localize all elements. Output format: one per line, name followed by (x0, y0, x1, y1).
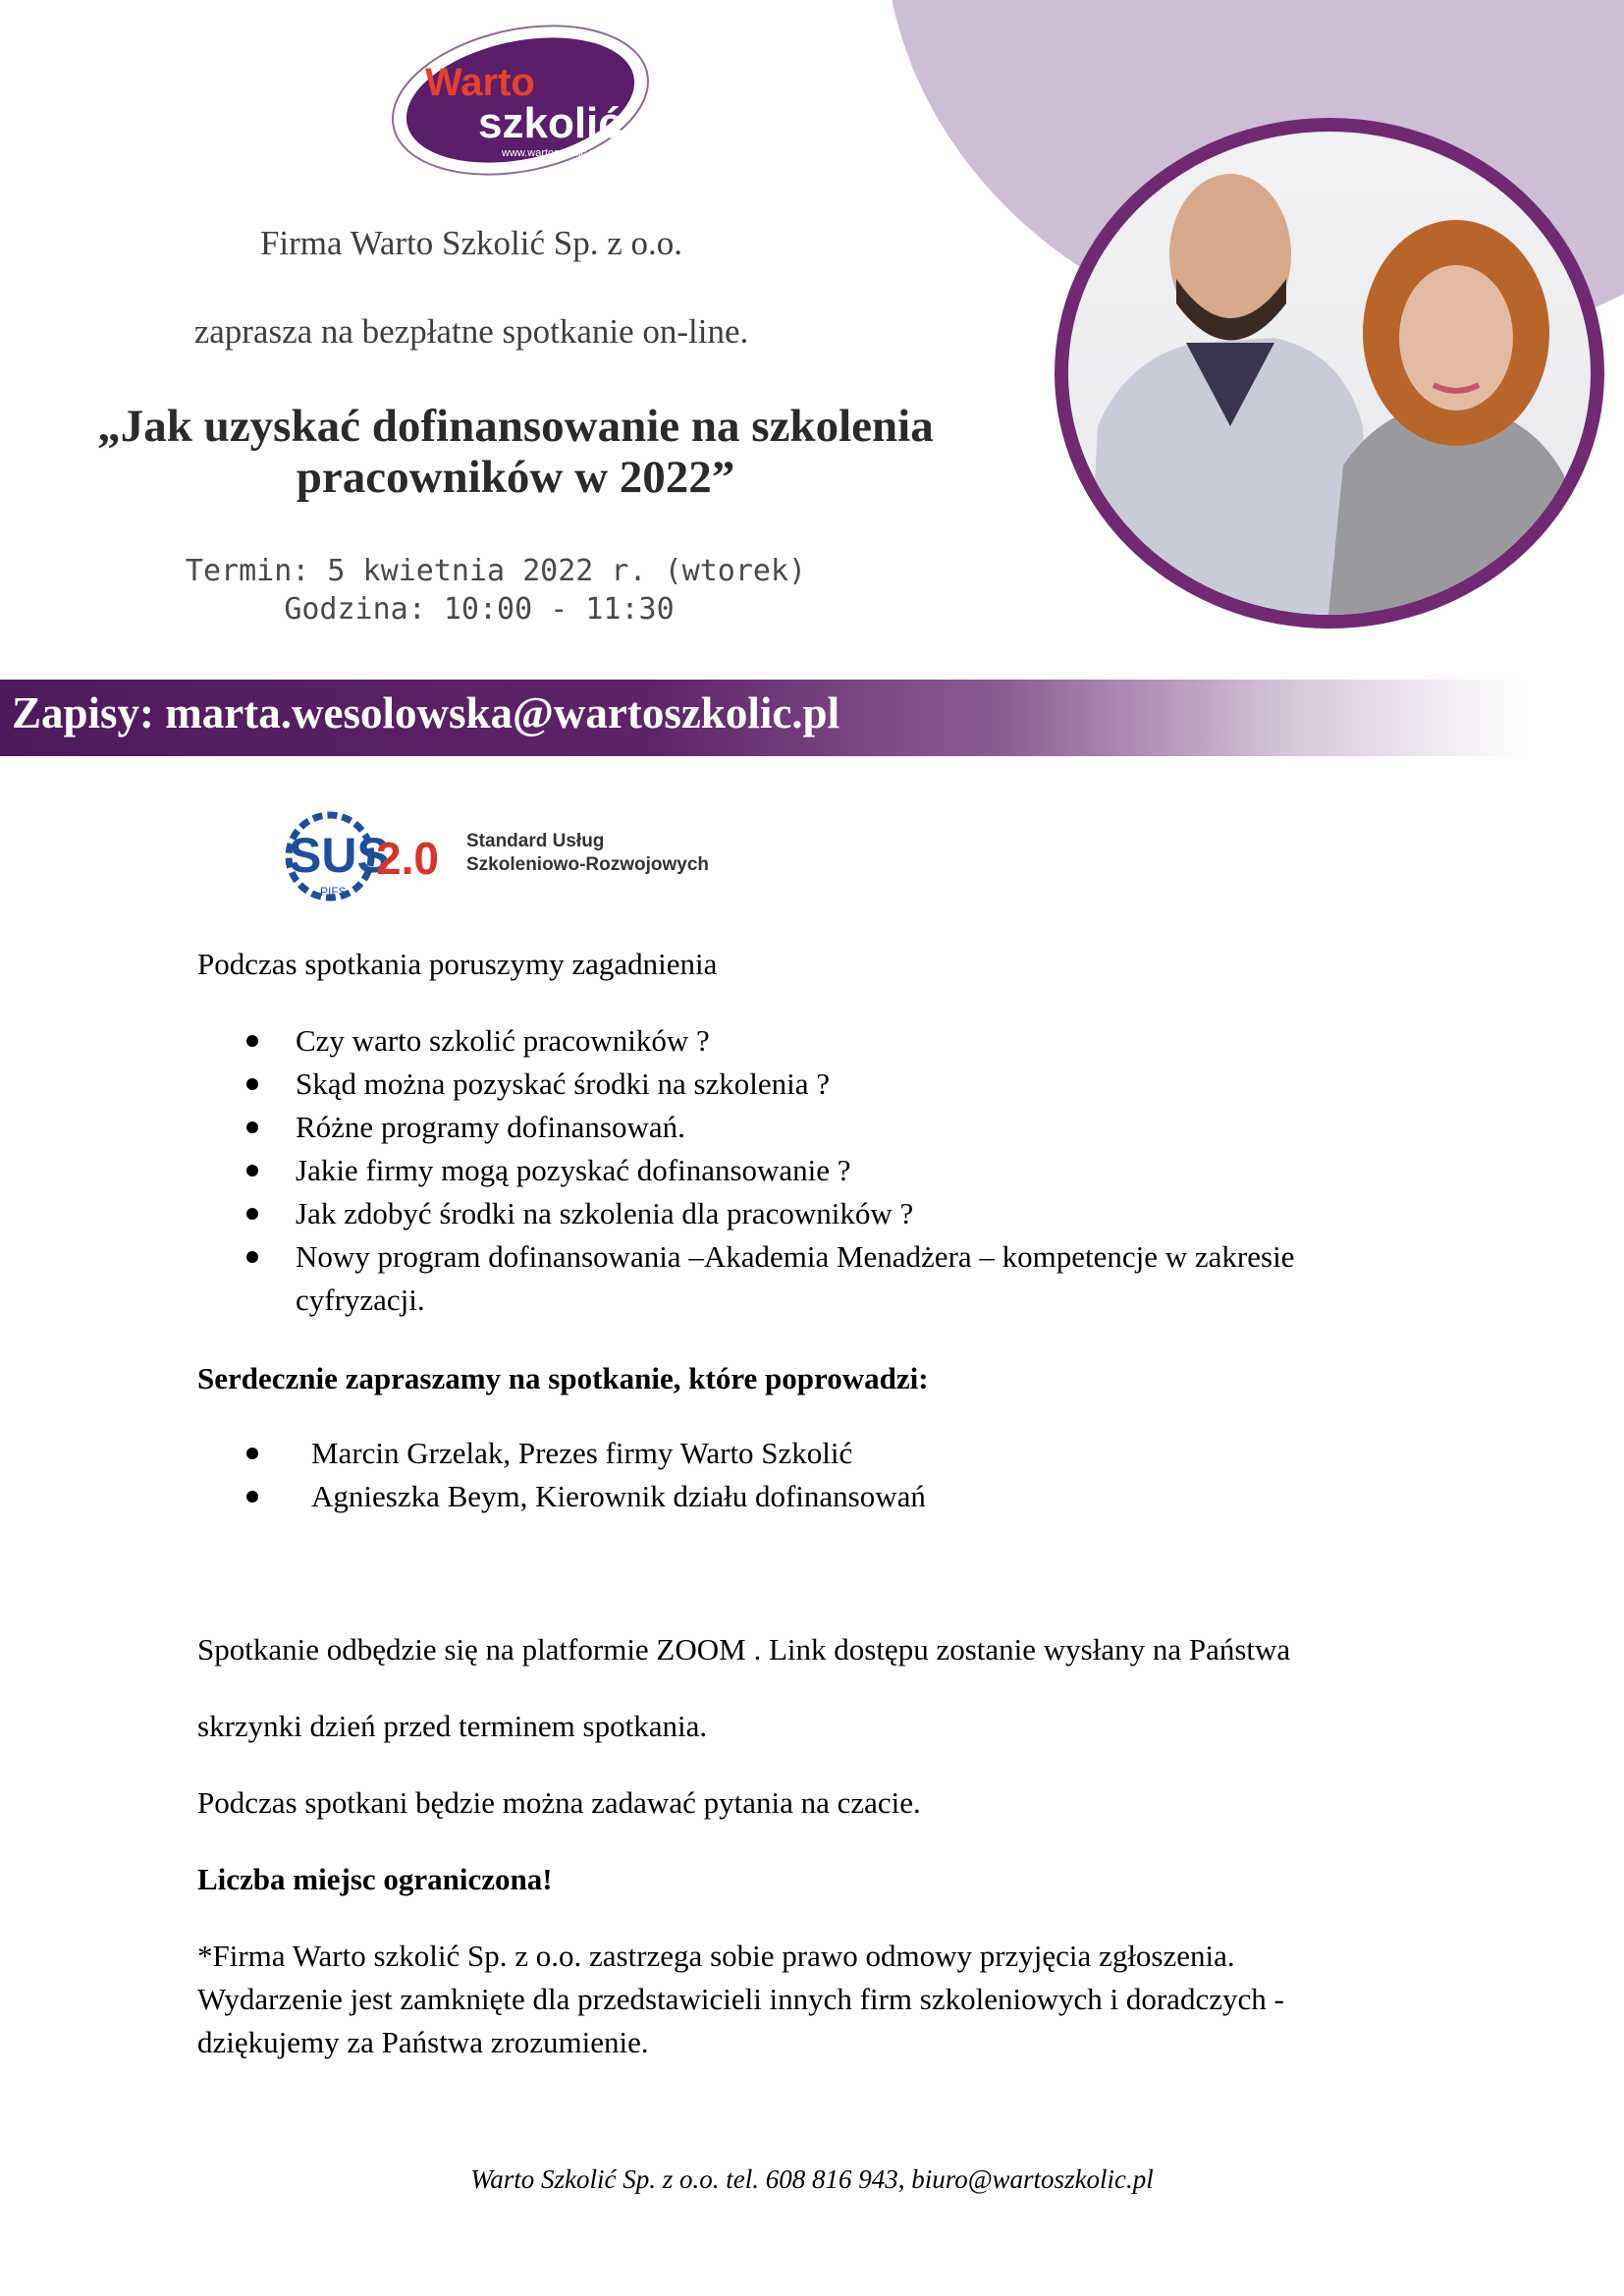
sus-logo (285, 805, 736, 903)
footer-contact: Warto Szkolić Sp. z o.o. tel. 608 816 943, biuro@wartoszkolic.pl (470, 2164, 1154, 2194)
event-title (39, 401, 992, 503)
signup-email-link[interactable]: Zapisy: marta.wesolowska@wartoszkolic.pl (12, 688, 840, 738)
intro-text: Podczas spotkania poruszymy zagadnienia (197, 947, 718, 981)
bullet-icon (246, 1165, 258, 1176)
logo-url: www.wartoszkolic.pl (502, 147, 598, 159)
qa-info: Podczas spotkani będzie można zadawać pytania na czacie. (197, 1785, 921, 1820)
presenters-heading: Serdecznie zapraszamy na spotkanie, które poprowadzi: (197, 1361, 929, 1395)
event-hour: Godzina: 10:00 - 11:30 (284, 592, 675, 627)
presenters-illustration (1068, 132, 1591, 615)
bullet-icon (246, 1035, 258, 1047)
presenters-photo (1068, 132, 1591, 615)
list-item: Różne programy dofinansowań. (197, 1106, 1435, 1149)
list-item: Skąd można pozyskać środki na szkolenia ? (197, 1063, 1435, 1106)
list-item: Marcin Grzelak, Prezes firmy Warto Szkolić (197, 1432, 1435, 1475)
bullet-icon (246, 1251, 258, 1263)
bullet-icon (246, 1491, 258, 1503)
bullet-icon (246, 1078, 258, 1090)
bullet-icon (246, 1121, 258, 1133)
event-title-line-2: pracowników w 2022” (296, 452, 735, 503)
list-item: Czy warto szkolić pracowników ? (197, 1019, 1435, 1063)
signup-bar (0, 680, 1624, 756)
topics-list (197, 1019, 1435, 1322)
bullet-icon (246, 1208, 258, 1220)
event-date: Termin: 5 kwietnia 2022 r. (wtorek) (185, 554, 807, 588)
list-item: Nowy program dofinansowania –Akademia Menadżera – kompetencje w zakresie cyfryzacji. (197, 1235, 1435, 1322)
presenters-photo-frame (1055, 118, 1604, 629)
sus-version: 2.0 (376, 833, 439, 884)
list-item: Jak zdobyć środki na szkolenia dla pracowników ? (197, 1192, 1435, 1235)
sus-line-1: Standard Usług (466, 831, 605, 851)
presenters-list (197, 1432, 1435, 1518)
sus-line-2: Szkoleniowo-Rozwojowych (466, 854, 710, 875)
company-line: Firma Warto Szkolić Sp. z o.o. (259, 224, 683, 262)
sus-mark: SUS (289, 828, 390, 883)
disclaimer: *Firma Warto szkolić Sp. z o.o. zastrzega sobie prawo odmowy przyjęcia zgłoszenia. Wydarzenie jest zamknięte dla przedstawicieli innych firm szkoleniowych i doradczych - dziękujemy za Państwa zrozumienie. (197, 1939, 1284, 2059)
logo-word-warto: Warto (425, 61, 535, 104)
event-title-line-1: „Jak uzyskać dofinansowanie na szkolenia (97, 401, 934, 452)
logo-word-szkolic: szkolić (478, 99, 623, 147)
list-item: Agnieszka Beym, Kierownik działu dofinansowań (197, 1475, 1435, 1518)
warto-szkolic-logo (388, 22, 653, 184)
platform-info-line-2: skrzynki dzień przed terminem spotkania. (197, 1709, 708, 1743)
limited-seats: Liczba miejsc ograniczona! (197, 1862, 553, 1896)
bullet-icon (246, 1448, 258, 1459)
header-banner (0, 0, 1624, 786)
platform-info-line-1: Spotkanie odbędzie się na platformie ZOOM . Link dostępu zostanie wysłany na Państwa (197, 1632, 1291, 1667)
list-item: Jakie firmy mogą pozyskać dofinansowanie ? (197, 1149, 1435, 1192)
invite-line: zaprasza na bezpłatne spotkanie on-line. (193, 312, 749, 351)
sus-sub: PIFS (320, 885, 347, 899)
